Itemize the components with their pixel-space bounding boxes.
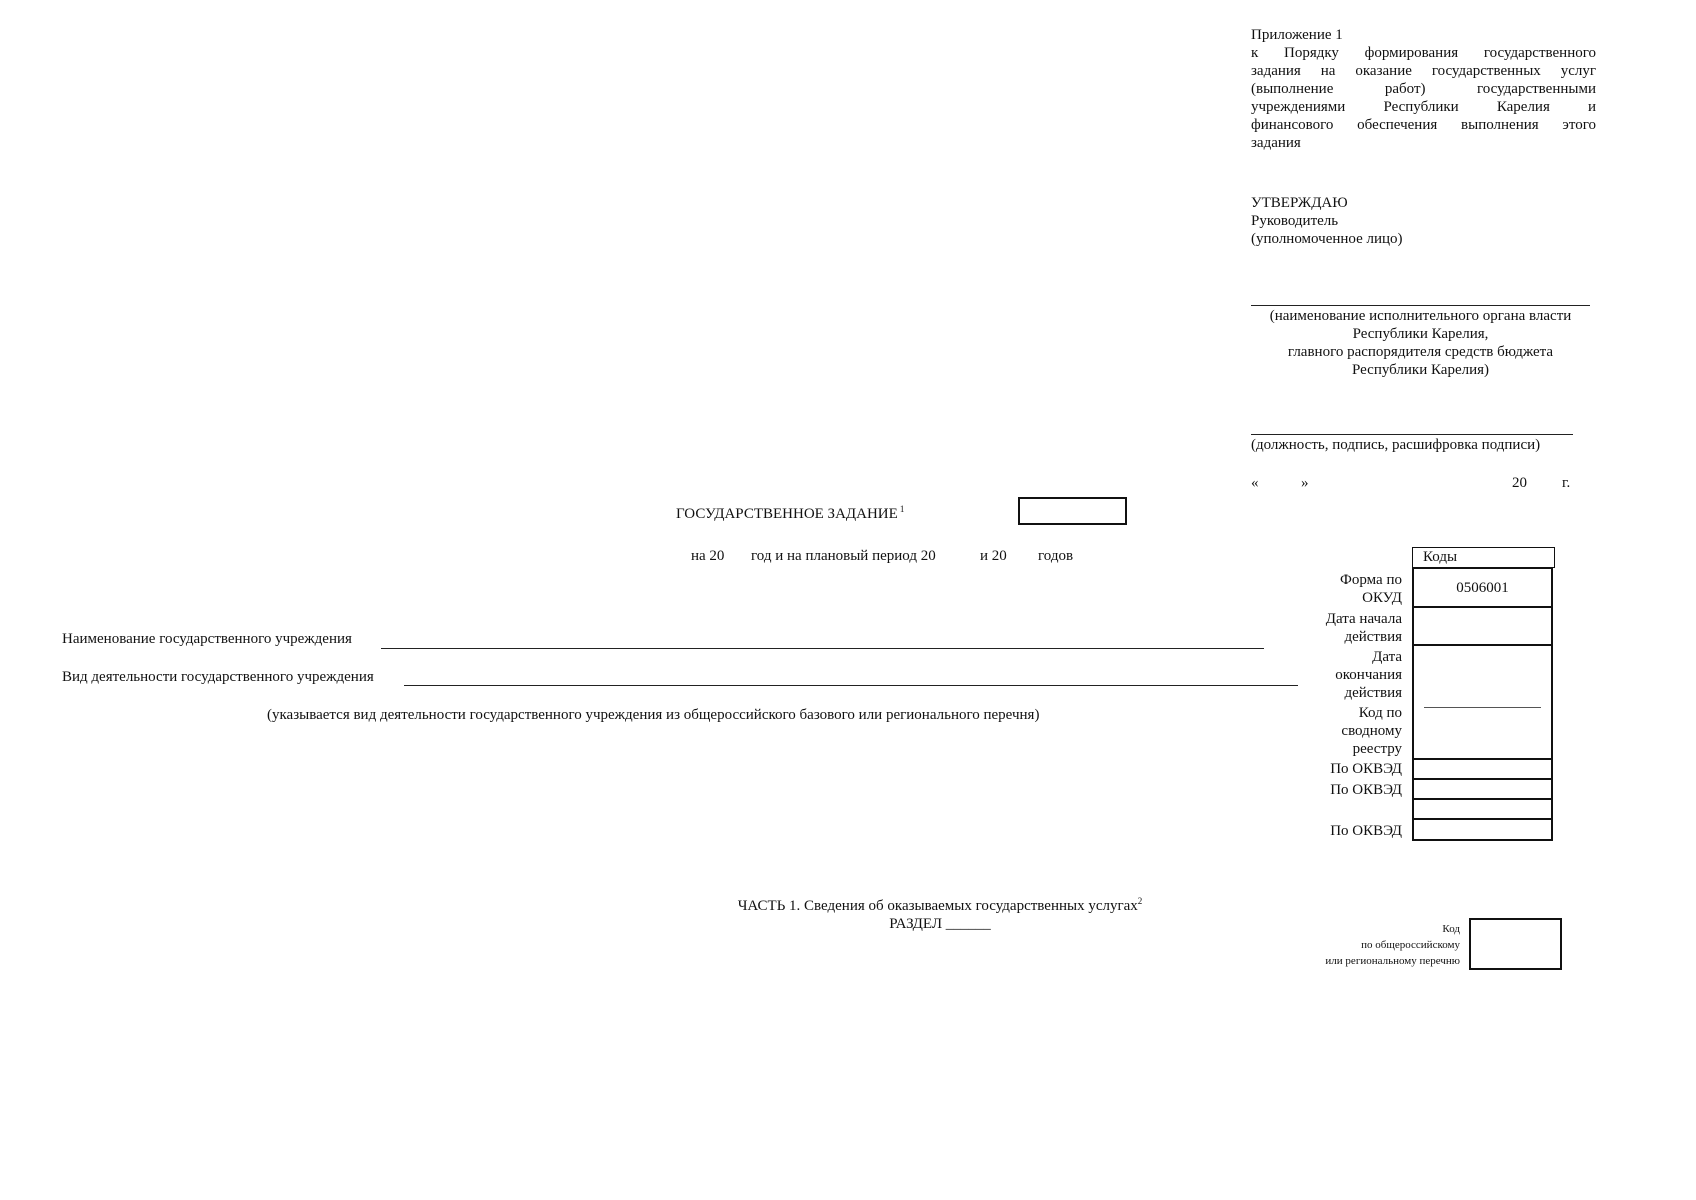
appendix-line: к Порядку формирования государственного bbox=[1251, 45, 1596, 61]
start-date-label-1: Дата начала bbox=[1325, 611, 1402, 627]
document-title-text: ГОСУДАРСТВЕННОЕ ЗАДАНИЕ bbox=[676, 506, 898, 522]
approve-role: Руководитель bbox=[1251, 213, 1339, 229]
registry-code-line: или региональному перечню bbox=[1325, 955, 1460, 967]
approve-role-note: (уполномоченное лицо) bbox=[1251, 231, 1403, 247]
end-date-label-2: окончания bbox=[1335, 667, 1402, 683]
appendix-line: Приложение 1 bbox=[1251, 27, 1343, 43]
institution-name-field[interactable] bbox=[381, 648, 1264, 649]
part1-footnote: 2 bbox=[1137, 896, 1143, 906]
end-date-registry-cell[interactable] bbox=[1412, 644, 1553, 760]
activity-type-label: Вид деятельности государственного учреждения bbox=[62, 669, 374, 685]
start-date-cell[interactable] bbox=[1412, 606, 1553, 646]
institution-name-label: Наименование государственного учреждения bbox=[62, 631, 352, 647]
document-number-box[interactable] bbox=[1018, 497, 1127, 525]
appendix-line: (выполнение работ) государственными bbox=[1251, 81, 1596, 97]
section-label: РАЗДЕЛ ______ bbox=[889, 916, 991, 932]
registry-code-box[interactable] bbox=[1469, 918, 1562, 970]
start-date-label-2: действия bbox=[1344, 629, 1402, 645]
document-title bbox=[676, 500, 904, 523]
appendix-line: финансового обеспечения выполнения этого bbox=[1251, 117, 1596, 133]
ministry-caption-line: Республики Карелия, bbox=[1352, 326, 1489, 342]
appendix-line: учреждениями Республики Карелия и bbox=[1251, 99, 1596, 115]
signature-caption: (должность, подпись, расшифровка подписи) bbox=[1251, 437, 1541, 453]
approve-title: УТВЕРЖДАЮ bbox=[1251, 195, 1348, 211]
registry-code-label bbox=[1300, 921, 1460, 969]
okud-label-2: ОКУД bbox=[1362, 590, 1402, 606]
date-open-quote: « bbox=[1251, 475, 1259, 491]
period-part-1: на 20 bbox=[691, 548, 725, 564]
registry-label-3: реестру bbox=[1352, 741, 1402, 757]
period-line bbox=[691, 547, 1091, 567]
codes-header: Коды bbox=[1412, 547, 1555, 568]
ministry-name-line[interactable] bbox=[1251, 305, 1590, 306]
okud-label-1: Форма по bbox=[1340, 572, 1402, 588]
end-date-label-3: действия bbox=[1344, 685, 1402, 701]
ministry-caption-line: главного распорядителя средств бюджета bbox=[1287, 344, 1554, 360]
date-year-suffix: г. bbox=[1562, 475, 1571, 491]
period-part-3: и 20 bbox=[980, 548, 1007, 564]
registry-code-line: по общероссийскому bbox=[1361, 939, 1460, 951]
okved-cell-blank[interactable] bbox=[1412, 798, 1553, 820]
okved-cell-3[interactable] bbox=[1412, 818, 1553, 841]
ministry-caption-line: (наименование исполнительного органа власти bbox=[1269, 308, 1572, 324]
ministry-caption bbox=[1248, 307, 1593, 379]
ministry-caption-line: Республики Карелия) bbox=[1351, 362, 1490, 378]
approval-date-row bbox=[1251, 474, 1583, 494]
end-date-label-1: Дата bbox=[1372, 649, 1402, 665]
activity-type-field[interactable] bbox=[404, 685, 1298, 686]
part1-title-text: ЧАСТЬ 1. Сведения об оказываемых государственных услугах bbox=[737, 898, 1138, 914]
appendix-line: задания bbox=[1251, 135, 1301, 151]
date-year-prefix: 20 bbox=[1512, 475, 1527, 491]
title-footnote: 1 bbox=[899, 504, 905, 514]
date-close-quote: » bbox=[1301, 475, 1309, 491]
okud-code-cell[interactable]: 0506001 bbox=[1412, 567, 1553, 608]
okved-label-3: По ОКВЭД bbox=[1330, 823, 1402, 839]
approval-block bbox=[1251, 194, 1551, 248]
period-part-4: годов bbox=[1038, 548, 1074, 564]
appendix-line: задания на оказание государственных услуг bbox=[1251, 63, 1596, 79]
registry-label-1: Код по bbox=[1358, 705, 1402, 721]
okved-label-1: По ОКВЭД bbox=[1330, 761, 1402, 777]
activity-type-hint: (указывается вид деятельности государственного учреждения из общероссийского базового или регионального перечня) bbox=[267, 707, 1040, 723]
part1-heading bbox=[700, 892, 1180, 933]
registry-code-line: Код bbox=[1442, 923, 1460, 935]
part1-title bbox=[700, 892, 1180, 915]
registry-divider bbox=[1424, 707, 1541, 708]
appendix-header bbox=[1251, 26, 1596, 152]
okved-cell-2[interactable] bbox=[1412, 778, 1553, 800]
period-part-2: год и на плановый период 20 bbox=[751, 548, 936, 564]
okved-cell-1[interactable] bbox=[1412, 758, 1553, 780]
signature-line[interactable] bbox=[1251, 434, 1573, 435]
okved-label-2: По ОКВЭД bbox=[1330, 782, 1402, 798]
registry-label-2: сводному bbox=[1341, 723, 1402, 739]
